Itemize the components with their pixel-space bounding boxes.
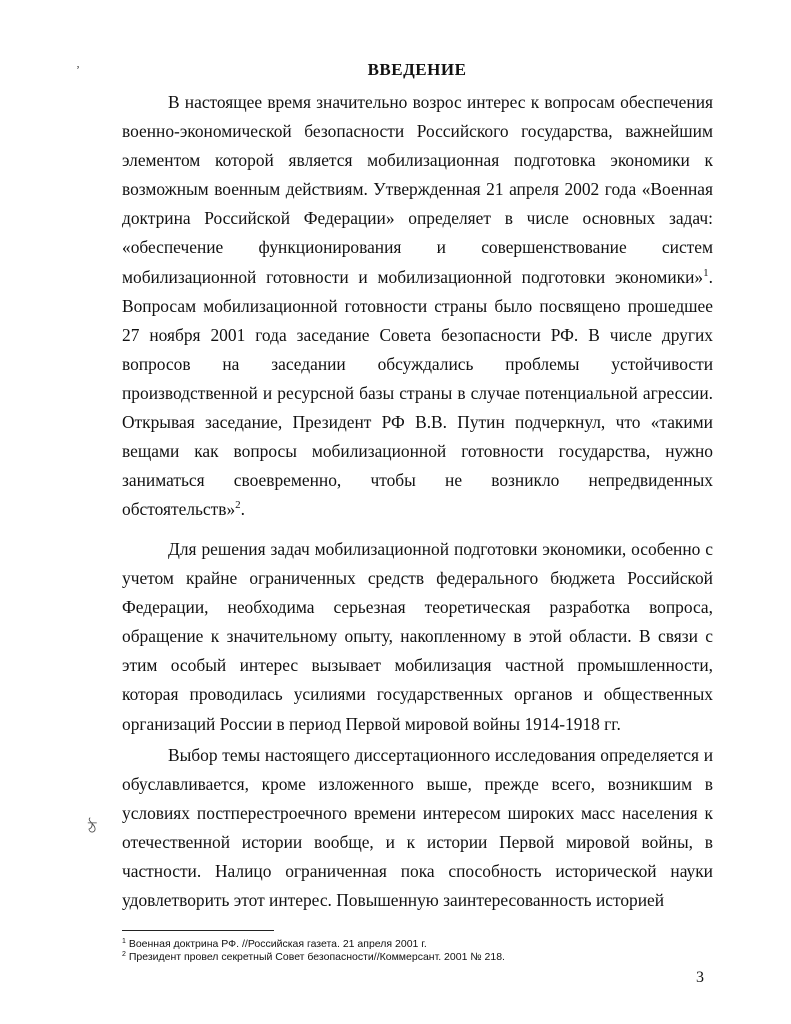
footnote-divider xyxy=(122,930,274,931)
paragraph-1 xyxy=(122,88,713,524)
margin-pencil-mark: ঠ xyxy=(88,820,97,837)
page-title: ВВЕДЕНИЕ xyxy=(367,60,467,79)
footnote-ref-1: 1 xyxy=(703,266,709,279)
paragraph-3: Выбор темы настоящего диссертационного исследования определяется и обуславливается, кроме изложенного выше, прежде всего, возникшим в условиях постперестроечного времени интересом широких масс населения к отечественной истории вообще, и к истории Первой мировой войны, в частности. Налицо ограниченная пока способность исторической науки удовлетворить этот интерес. Повышенную заинтересованность историей xyxy=(122,745,713,911)
footnote-2-marker: 2 xyxy=(122,951,126,958)
footnotes xyxy=(122,938,712,964)
footnote-1 xyxy=(122,938,712,951)
page-number: 3 xyxy=(696,969,704,986)
footnote-ref-2: 2 xyxy=(235,499,241,512)
footnote-1-text: Военная доктрина РФ. //Российская газета. 21 апреля 2001 г. xyxy=(128,938,427,950)
footnote-2 xyxy=(122,951,712,964)
paragraph-1-text-b: . Вопросам мобилизационной готовности страны было посвящено прошедшее 27 ноября 2001 года заседание Совета безопасности РФ. В числе других вопросов на заседании обсуждались проблемы устойчивости производственной и ресурсной базы страны в случае потенциальной агрессии. Открывая заседание, Президент РФ В.В. Путин подчеркнул, что «такими вещами как вопросы мобилизационной готовности государства, нужно заниматься своевременно, чтобы не возникло непредвиденных обстоятельств» xyxy=(122,266,713,520)
footnote-2-text: Президент провел секретный Совет безопасности//Коммерсант. 2001 № 218. xyxy=(128,951,505,963)
paragraph-1-text-c: . xyxy=(240,499,246,520)
footnote-1-marker: 1 xyxy=(122,938,126,945)
scan-speck: ʼ xyxy=(76,63,80,77)
paragraph-1-text-a: В настоящее время значительно возрос интерес к вопросам обеспечения военно-экономической безопасности Российского государства, важнейшим элементом которой является мобилизационная подготовка экономики к возможным военным действиям. Утвержденная 21 апреля 2002 года «Военная доктрина Российской Федерации» определяет в числе основных задач: «обеспечение функционирования и совершенствование систем мобилизационной готовности и мобилизационной подготовки экономики» xyxy=(122,92,713,287)
paragraph-2: Для решения задач мобилизационной подготовки экономики, особенно с учетом крайне ограниченных средств федерального бюджета Российской Федерации, необходима серьезная теоретическая разработка вопроса, обращение к значительному опыту, накопленному в этой области. В связи с этим особый интерес вызывает мобилизация частной промышленности, которая проводилась усилиями государственных органов и общественных организаций России в период Первой мировой войны 1914-1918 гг. xyxy=(122,539,713,734)
